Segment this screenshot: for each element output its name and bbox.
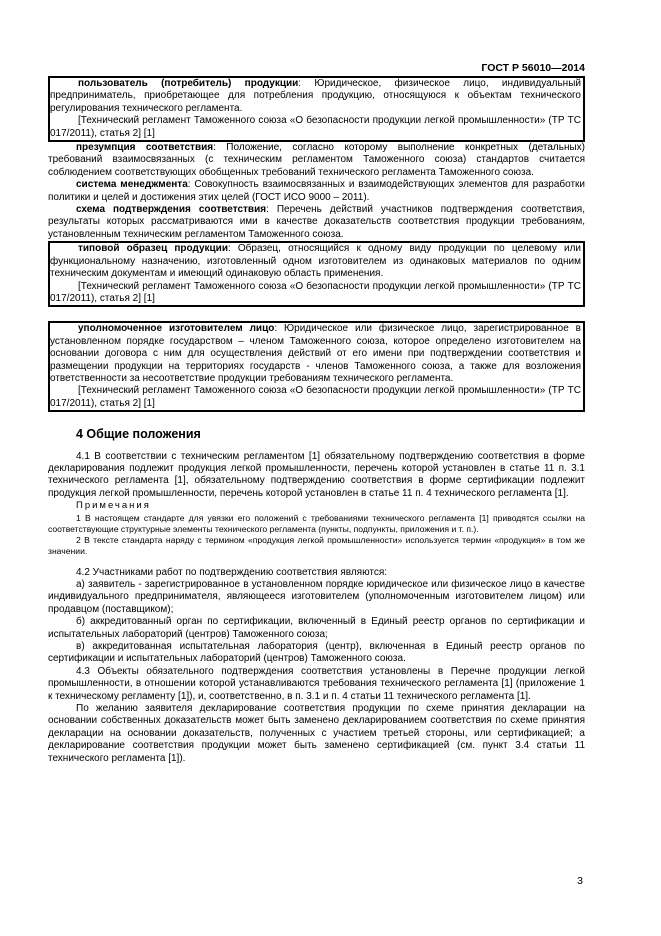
term-presumption-name: презумпция соответствия [76, 142, 214, 154]
doc-code-header: ГОСТ Р 56010—2014 [481, 62, 585, 74]
term-authorized-def: : Юридическое или физическое лицо, зарегистрированное в установленном порядке государством – членом Таможенного союза, которое определено изготовителем на основании договора с ним для осуществления действий от его имени при подтверждении соответствия и размещении продукции на территориях государств - членов Таможенного союза, а также для возложения ответственности за несоответствие продукции требованиям технического регламента. [50, 323, 581, 384]
term-management-name: система менеджмента [76, 179, 188, 191]
paragraph-4-3-cont: По желанию заявителя декларирование соответствия продукции по схеме принятия декларации на основании собственных доказательств может быть заменено декларированием соответствия по схеме принятия декларации на основании доказательств, полученных с участием третьей стороны, или сертификацией; а декларирование соответствия продукции может быть заменено сертификацией (см. пункт 3.4 статьи 11 технического регламента [1]). [48, 703, 585, 764]
term-authorized [50, 323, 581, 385]
term-management [48, 179, 585, 204]
notes-title: Примечания [76, 500, 151, 512]
page-number: 3 [577, 875, 583, 887]
paragraph-4-2-b: б) аккредитованный орган по сертификации, включенный в Единый реестр органов по сертификации и испытательных лабораторий (центров) Таможенного союза; [48, 616, 585, 640]
term-box-user [48, 76, 585, 142]
document-body [48, 76, 585, 765]
term-scheme [48, 204, 585, 241]
term-user-ref: [Технический регламент Таможенного союза «О безопасности продукции легкой промышленности» (ТР ТС 017/2011), статья 2] [1] [50, 115, 581, 139]
note-2: 2 В тексте стандарта наряду с термином «продукция легкой промышленности» используется термин «продукция» в том же значении. [48, 534, 585, 556]
paragraph-4-2-a: а) заявитель - зарегистрированное в установленном порядке юридическое или физическое лицо в качестве индивидуального предпринимателя, являющееся изготовителем (уполномоченным изготовителем лицом) или продавцом (поставщиком); [48, 579, 585, 615]
paragraph-4-3: 4.3 Объекты обязательного подтверждения соответствия установлены в Перечне продукции легкой промышленности, в отношении которой устанавливаются требования технического регламента [1] (приложение 1 к техническому регламенту [1]), и, соответственно, в п. 3.1 и п. 4 статьи 11 технического регламента [1]. [48, 665, 585, 702]
term-sample-name: типовой образец продукции [78, 243, 228, 255]
term-user-name: пользователь (потребитель) продукции [78, 78, 299, 89]
paragraph-4-1: 4.1 В соответствии с техническим регламентом [1] обязательному подтверждению соответствия в форме декларирования подлежит продукция легкой промышленности, перечень которой установлен в статье 11 п. 3.1 технического регламента [1], обязательному подтверждению соответствия в форме сертификации подлежит продукция легкой промышленности, перечень которой установлен в статье 11 п. 4 технического регламента [1]. [48, 450, 585, 499]
term-user-def: : Юридическое, физическое лицо, индивидуальный предприниматель, приобретающее для потребления продукцию, относящуюся к объектам технического регулирования технического регламента. [50, 78, 581, 114]
term-authorized-name: уполномоченное изготовителем лицо [78, 323, 275, 335]
term-sample [50, 243, 581, 280]
term-sample-ref: [Технический регламент Таможенного союза «О безопасности продукции легкой промышленности» (ТР ТС 017/2011), статья 2] [1] [50, 280, 581, 304]
term-sample-def: : Образец, относящийся к одному виду продукции по целевому или функциональному назначению, изготовленный одном изготовителем из одинаковых материалов по одним техническим документам и имеющий одинаковую область применения. [50, 243, 581, 280]
term-presumption [48, 142, 585, 179]
term-box-sample [48, 241, 585, 307]
paragraph-4-2: 4.2 Участниками работ по подтверждению соответствия являются: [76, 566, 388, 578]
term-scheme-def: : Перечень действий участников подтверждения соответствия, результаты которых рассматриваются ими в качестве доказательств соответствия продукции требованиям, установленным техническим регламентом Таможенного союза. [48, 204, 585, 240]
paragraph-4-2-c: в) аккредитованная испытательная лаборатория (центр), включенная в Единый реестр органов по сертификации и испытательных лабораторий (центров) Таможенного союза. [48, 641, 585, 665]
term-scheme-name: схема подтверждения соответствия [76, 204, 267, 216]
term-authorized-ref: [Технический регламент Таможенного союза «О безопасности продукции легкой промышленности» (ТР ТС 017/2011), статья 2] [1] [50, 385, 581, 409]
term-presumption-def: : Положение, согласно которому выполнение конкретных (детальных) требований взаимосвязанных (с техническим регламентом Таможенного союза) стандартов считается соблюдением соответствующих обобщенных требований технического регламента Таможенного союза. [48, 142, 585, 178]
term-box-authorized [48, 321, 585, 412]
section-title: 4 Общие положения [76, 427, 201, 442]
term-user [50, 78, 581, 115]
term-management-def: : Совокупность взаимосвязанных и взаимодействующих элементов для разработки политики и целей и достижения этих целей (ГОСТ ИСО 9000 – 2011). [48, 179, 585, 203]
note-1: 1 В настоящем стандарте для увязки его положений с требованиями технического регламента [1] приводятся ссылки на соответствующие структурные элементы технического регламента (пункты, подпункты, приложения и т. п.). [48, 512, 585, 534]
